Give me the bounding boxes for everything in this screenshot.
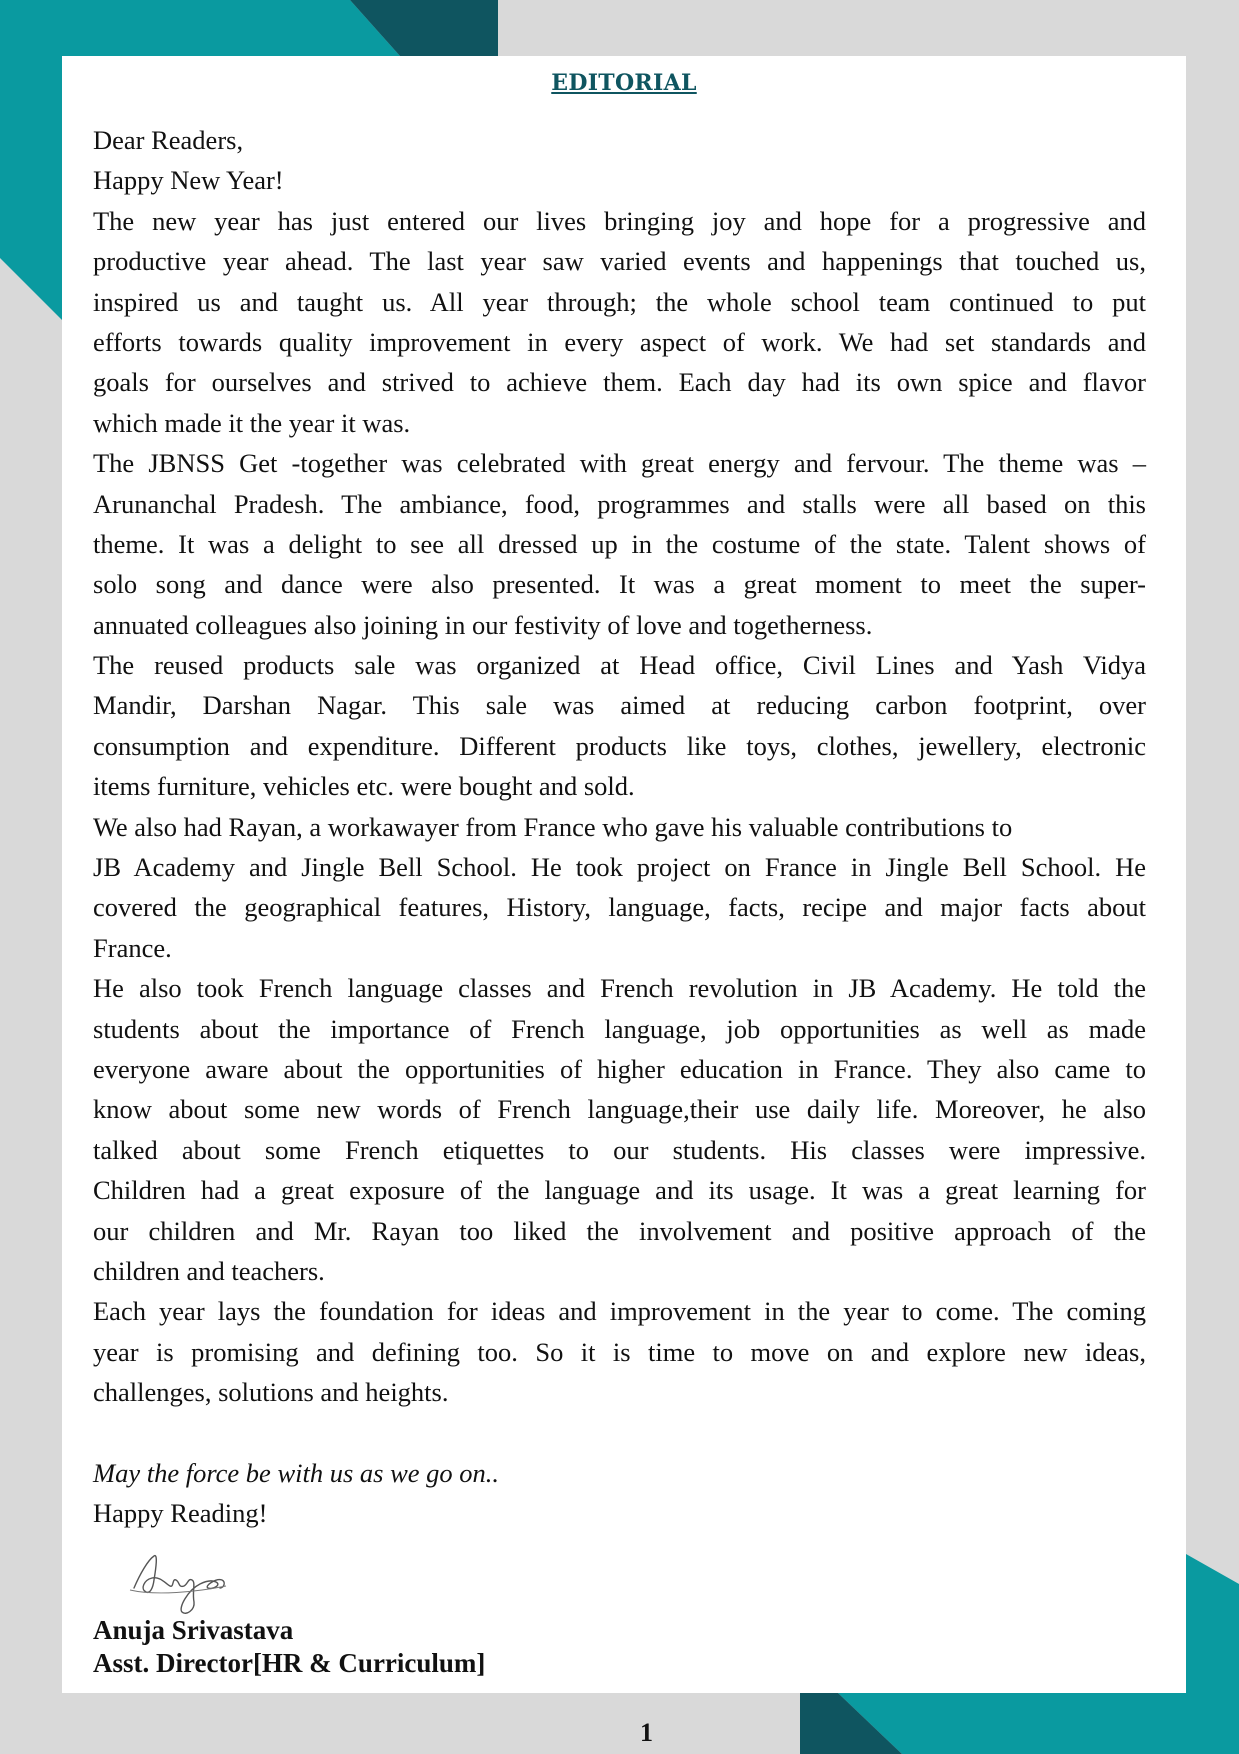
text-line: JB Academy and Jingle Bell School. He took project on France in Jingle Bell School. He	[93, 852, 1146, 883]
text-line: everyone aware about the opportunities of higher education in France. They also came to	[93, 1053, 1146, 1084]
text-line: consumption and expenditure. Different products like toys, clothes, jewellery, electronic	[93, 730, 1146, 761]
text-line: The new year has just entered our lives bringing joy and hope for a progressive and	[93, 205, 1146, 236]
paragraph-gap	[93, 1413, 1146, 1453]
text-line: which made it the year it was.	[93, 407, 411, 438]
text-line: inspired us and taught us. All year through; the whole school team continued to put	[93, 286, 1146, 317]
text-line: The reused products sale was organized at Head office, Civil Lines and Yash Vidya	[93, 650, 1146, 681]
text-line: Mandir, Darshan Nagar. This sale was aimed at reducing carbon footprint, over	[93, 690, 1146, 721]
text-line: covered the geographical features, History, language, facts, recipe and major facts about	[93, 892, 1146, 923]
page-title: EDITORIAL	[551, 70, 697, 96]
text-line: Arunanchal Pradesh. The ambiance, food, programmes and stalls were all based on this	[93, 488, 1146, 519]
text-line: items furniture, vehicles etc. were bought and sold.	[93, 771, 635, 802]
text-line: students about the importance of French language, job opportunities as well as made	[93, 1013, 1146, 1044]
text-line: Happy New Year!	[93, 165, 284, 196]
text-line: talked about some French etiquettes to our students. His classes were impressive.	[93, 1134, 1146, 1165]
editorial-body	[93, 120, 1146, 1534]
text-line: May the force be with us as we go on..	[93, 1457, 500, 1488]
signatory-role: Asst. Director[HR & Curriculum]	[93, 1648, 486, 1678]
document-page	[62, 56, 1186, 1693]
signatory-name: Anuja Srivastava	[93, 1615, 294, 1645]
text-line: annuated colleagues also joining in our festivity of love and togetherness.	[93, 609, 873, 640]
text-line: theme. It was a delight to see all dressed up in the costume of the state. Talent shows of	[93, 528, 1146, 559]
text-line: We also had Rayan, a workawayer from France who gave his valuable contributions to	[93, 811, 1013, 842]
handwritten-signature-icon	[126, 1550, 246, 1620]
text-line: Each year lays the foundation for ideas and improvement in the year to come. The coming	[93, 1296, 1146, 1327]
text-line: year is promising and defining too. So it is time to move on and explore new ideas,	[93, 1336, 1146, 1367]
text-line: The JBNSS Get -together was celebrated with great energy and fervour. The theme was –	[93, 448, 1146, 479]
text-line: France.	[93, 932, 172, 963]
text-line: He also took French language classes and French revolution in JB Academy. He told the	[93, 973, 1146, 1004]
text-line: challenges, solutions and heights.	[93, 1377, 449, 1408]
text-line: Happy Reading!	[93, 1498, 268, 1529]
text-line: Dear Readers,	[93, 125, 244, 155]
text-line: our children and Mr. Rayan too liked the involvement and positive approach of the	[93, 1215, 1146, 1246]
page-number: 1	[640, 1718, 653, 1747]
text-line: efforts towards quality improvement in every aspect of work. We had set standards and	[93, 326, 1146, 357]
text-line: goals for ourselves and strived to achieve them. Each day had its own spice and flavor	[93, 367, 1146, 398]
text-line: know about some new words of French language,their use daily life. Moreover, he also	[93, 1094, 1146, 1125]
text-line: children and teachers.	[93, 1255, 325, 1286]
text-line: productive year ahead. The last year saw varied events and happenings that touched us,	[93, 246, 1146, 277]
text-line: solo song and dance were also presented. It was a great moment to meet the super-	[93, 569, 1146, 600]
text-line: Children had a great exposure of the language and its usage. It was a great learning for	[93, 1175, 1146, 1206]
